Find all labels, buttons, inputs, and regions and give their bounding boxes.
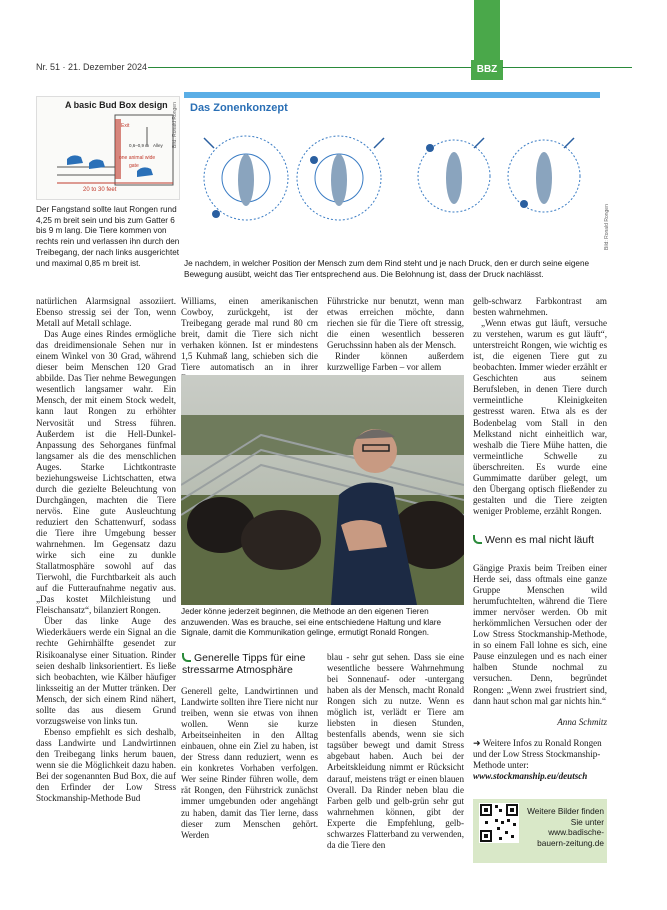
zone-concept-diagram [184,92,600,256]
figure1-caption: Der Fangstand sollte laut Rongen rund 4,25 m breit sein und bis zum Gatter 6 bis 9 m lang. Die Tiere kommen von rechts rein und verlassen ihn durch den Treibegang, der nach links ausgerichtet und maximal 0,85 m breit ist. [36,205,180,268]
subhead-tick-icon-2 [473,535,482,544]
animal-wide-label: one animal wide [119,155,156,161]
more-info-block [473,738,607,782]
header-rule-right [502,67,632,68]
column-4-top [473,296,607,517]
col3-para-2: Rinder können außerdem kurzwellige Farben – vor allem [327,351,464,373]
figure1-credit: Bild: Ronald Rongen [172,102,178,148]
publication-logo: BBZ [471,60,503,80]
col2-para-bottom: Generell gelte, Landwirtinnen und Landwirte sollten ihre Tiere nicht nur treiben, wenn sie etwas von ihnen wollen. Wenn sie kurze Arbeitseinheiten in den Alltag einbauen, ohne ein Ziel zu haben, ist der Stress dann reduziert, wenn es ein konkretes Vorhaben verfolgen. Wer seine Rinder führen wolle, dem rät Rongen, den Führstrick zunächst immer umgebunden oder angehängt zu haben, damit das Tier lerne, dass dieser zum Menschen gehört. Werden [181,686,318,840]
header-rule [148,67,471,68]
subhead-tipps-text: Generelle Tipps für eine stressarme Atmosphäre [182,652,306,676]
subhead-wenn [473,534,607,546]
col4-para-1: gelb-schwarz Farbkontrast am besten wahrnehmen. [473,296,607,318]
subhead-tipps [182,652,322,676]
col4-para-2: „Wenn etwas gut läuft, versuche zu verstehen, warum es gut läuft“, unterstreicht Rongen, wie wichtig es ist, die eigenen Tiere gut zu beobachten. Immer wieder erzählt er Geschichten aus seinem Berufsleben, in denen Tiere durch vermeintliche Kleinigkeiten gestresst waren. Etwa als es der Bodenbelag vom Stall in den Melkstand nicht einheitlich war, weshalb die Tiere Mühe hatten, die vermeintliche Schwelle zu überschreiten. Es wurde eine Gummimatte darüber gelegt, um den Übergang optisch fließender zu gestalten und die Tiere zeigten weniger Probleme, erzählt Rongen. [473,318,607,516]
bud-box-diagram [36,96,180,200]
zone-concept-drawing [184,98,600,256]
header-logo-bar [474,0,500,60]
col1-para-3: Über das linke Auge des Wiederkäuers werde ein Signal an die rechte Gehirnhälfte gesendet zur Risikoanalyse einer Situation. Rinder seien deshalb linksorientiert. Es ließe sich beobachten, wie Kälber häufiger linksseitig an der Mutter tränken. Der Mensch, der sich einem Rind nähert, sollte das aus diesem Grund vorzugsweise von links tun. [36,616,176,726]
column-2-top [181,296,318,384]
subhead-wenn-text: Wenn es mal nicht läuft [485,534,594,546]
figure2-credit: Bild: Ronald Rongen [604,204,610,250]
gate-label: gate [129,163,139,169]
qr-code[interactable] [479,803,519,843]
rongen-photo [181,375,464,605]
subhead-tick-icon [182,653,191,662]
column-3-top [327,296,464,373]
col2-para-top: Williams, einen amerikanischen Cowboy, zurückgeht, ist der Treibegang gerade mal rund 80 cm breit, damit die Tiere sich nicht verhaken können. Ist er mindestens 1,5 Kuhmaß lang, schieben sich die Tiere automatisch an in ihrer [181,296,318,373]
column-3-bottom [327,652,464,851]
col3-para-bottom: blau - sehr gut sehen. Dass sie eine wesentliche bessere Wahrnehmung bei Sonnenauf- oder -untergang haben als der Mensch, macht Ronald Rongen sich zu nutze. Wenn es möglich ist, verlädt er Tiere am liebsten in diesen Stunden, bestenfalls abends, wenn sie sich tagsüber bewegt und damit Stress abgebaut haben. Auch bei der Arbeitskleidung nimmt er Rücksicht darauf, meistens trägt er einen blauen Overall. Da Rinder neben blau die Farben gelb und gelb-grün sehr gut wahrnehmen können, gibt der Experte die Empfehlung, gelb-schwarzes Flatterband zu verwenden, da die Tiere den [327,652,464,850]
photo-caption: Jeder könne jederzeit beginnen, die Methode an den eigenen Tieren anzuwenden. Was es brauche, sei eine entschiedene Haltung und klare Signale, damit die Kommunikation gelinge, ermutigt Ronald Rongen. [181,607,442,637]
exit-label: Exit [121,123,130,129]
col1-para-4: Ebenso empfiehlt es sich deshalb, dass Landwirte und Landwirtinnen den Treibegang links herum bauen, wenn sie die Möglichkeit dazu haben. Bei der sogenannten Bud Box, die auf den Erfinder der Low Stress Stockmanship-Methode Bud [36,726,176,804]
issue-date: Nr. 51 · 21. Dezember 2024 [36,62,148,72]
column-2-bottom [181,686,318,841]
photo-illustration [181,375,464,605]
qr-promo-text[interactable]: Weitere Bilder finden Sie unter www.badische-bauern-zeitung.de [527,806,604,848]
author-name: Anna Schmitz [557,717,607,727]
bud-box-drawing [37,97,180,200]
author-line [473,717,607,728]
qr-pattern [479,803,519,843]
zone-concept-title: Das Zonenkonzept [190,102,288,114]
col4-para-bottom: Gängige Praxis beim Treiben einer Herde sei, dass oftmals eine ganze Gruppe Menschen wild herumfuchtelten, während die Tiere immer nervöser werden. Ob mit herkömmlichen Versuchen oder der Low Stress Stockmanship-Methode, in so einem Fall lohne es sich, eine Pause einzulegen und es nach einer halben Stunde nochmal zu versuchen. Denn, begründet Rongen: „Wenn zwei frustriert sind, dann haut schon mal gar nichts hin.“ [473,563,607,706]
column-1 [36,296,176,804]
more-info-url[interactable]: www.stockmanship.eu/deutsch [473,771,588,782]
length-label: 20 to 30 feet [83,187,117,193]
figure2-caption: Je nachdem, in welcher Position der Mensch zum dem Rind steht und je nach Druck, den er durch seine eigene Bewegung ausübt, weicht das Tier entsprechend aus. Die Belohnung ist, dass der Druck nachlässt. [184,259,590,279]
col1-para-2: Das Auge eines Rindes ermögliche das dreidimensionale Sehen nur in einem Winkel von 30 Grad, während dieser beim Menschen 120 Grad abbilde. Das Tier nehme Bewegungen wesentlich langsamer wahr. Ein Mensch, der mit einem Stock wedelt, kann laut Rongen zu erhöhter Nervosität und Stress führen. Außerdem ist die Hell-Dunkel-Anpassung des Sehorganes fünfmal langsamer als die des menschlichen Auges. Starke Lichtkontraste beziehungsweise Lichtschatten, etwa durch die gezielte Beleuchtung von Durchgängen, machten die Tiere nervös. Eine gute Ausleuchtung reduziert den Schattenwurf, sodass die Tiere ihre Umgebung besser wahrnehmen. Im Gegensatz dazu wirke sich eine zu dunkle Stallatmosphäre sowohl auf das Tierwohl, die Furchtbarkeit als auch auf die Futteraufnahme negativ aus. „Das kostet Milchleistung und Fleischansatz“, bilanziert Rongen. [36,329,176,616]
col3-para-1: Führstricke nur benutzt, wenn man etwas erreichen möchte, dann riechen sie für die Tiere oft stressig, die einen wesentlich besseren Geruchssinn haben als der Mensch. [327,296,464,351]
column-4-bottom [473,563,607,707]
dims-label: 0,6–0,9 m [129,143,150,148]
col1-para-1: natürlichen Alarmsignal assoziiert. Ebenso stressig sei der Ton, wenn Metall auf Metall schlage. [36,296,176,329]
more-info-text: ➜ Weitere Infos zu Ronald Rongen und der Low Stress Stockmanship-Methode unter: [473,738,602,771]
alley-label: Alley [153,143,163,148]
bud-box-title: A basic Bud Box design [65,100,168,110]
